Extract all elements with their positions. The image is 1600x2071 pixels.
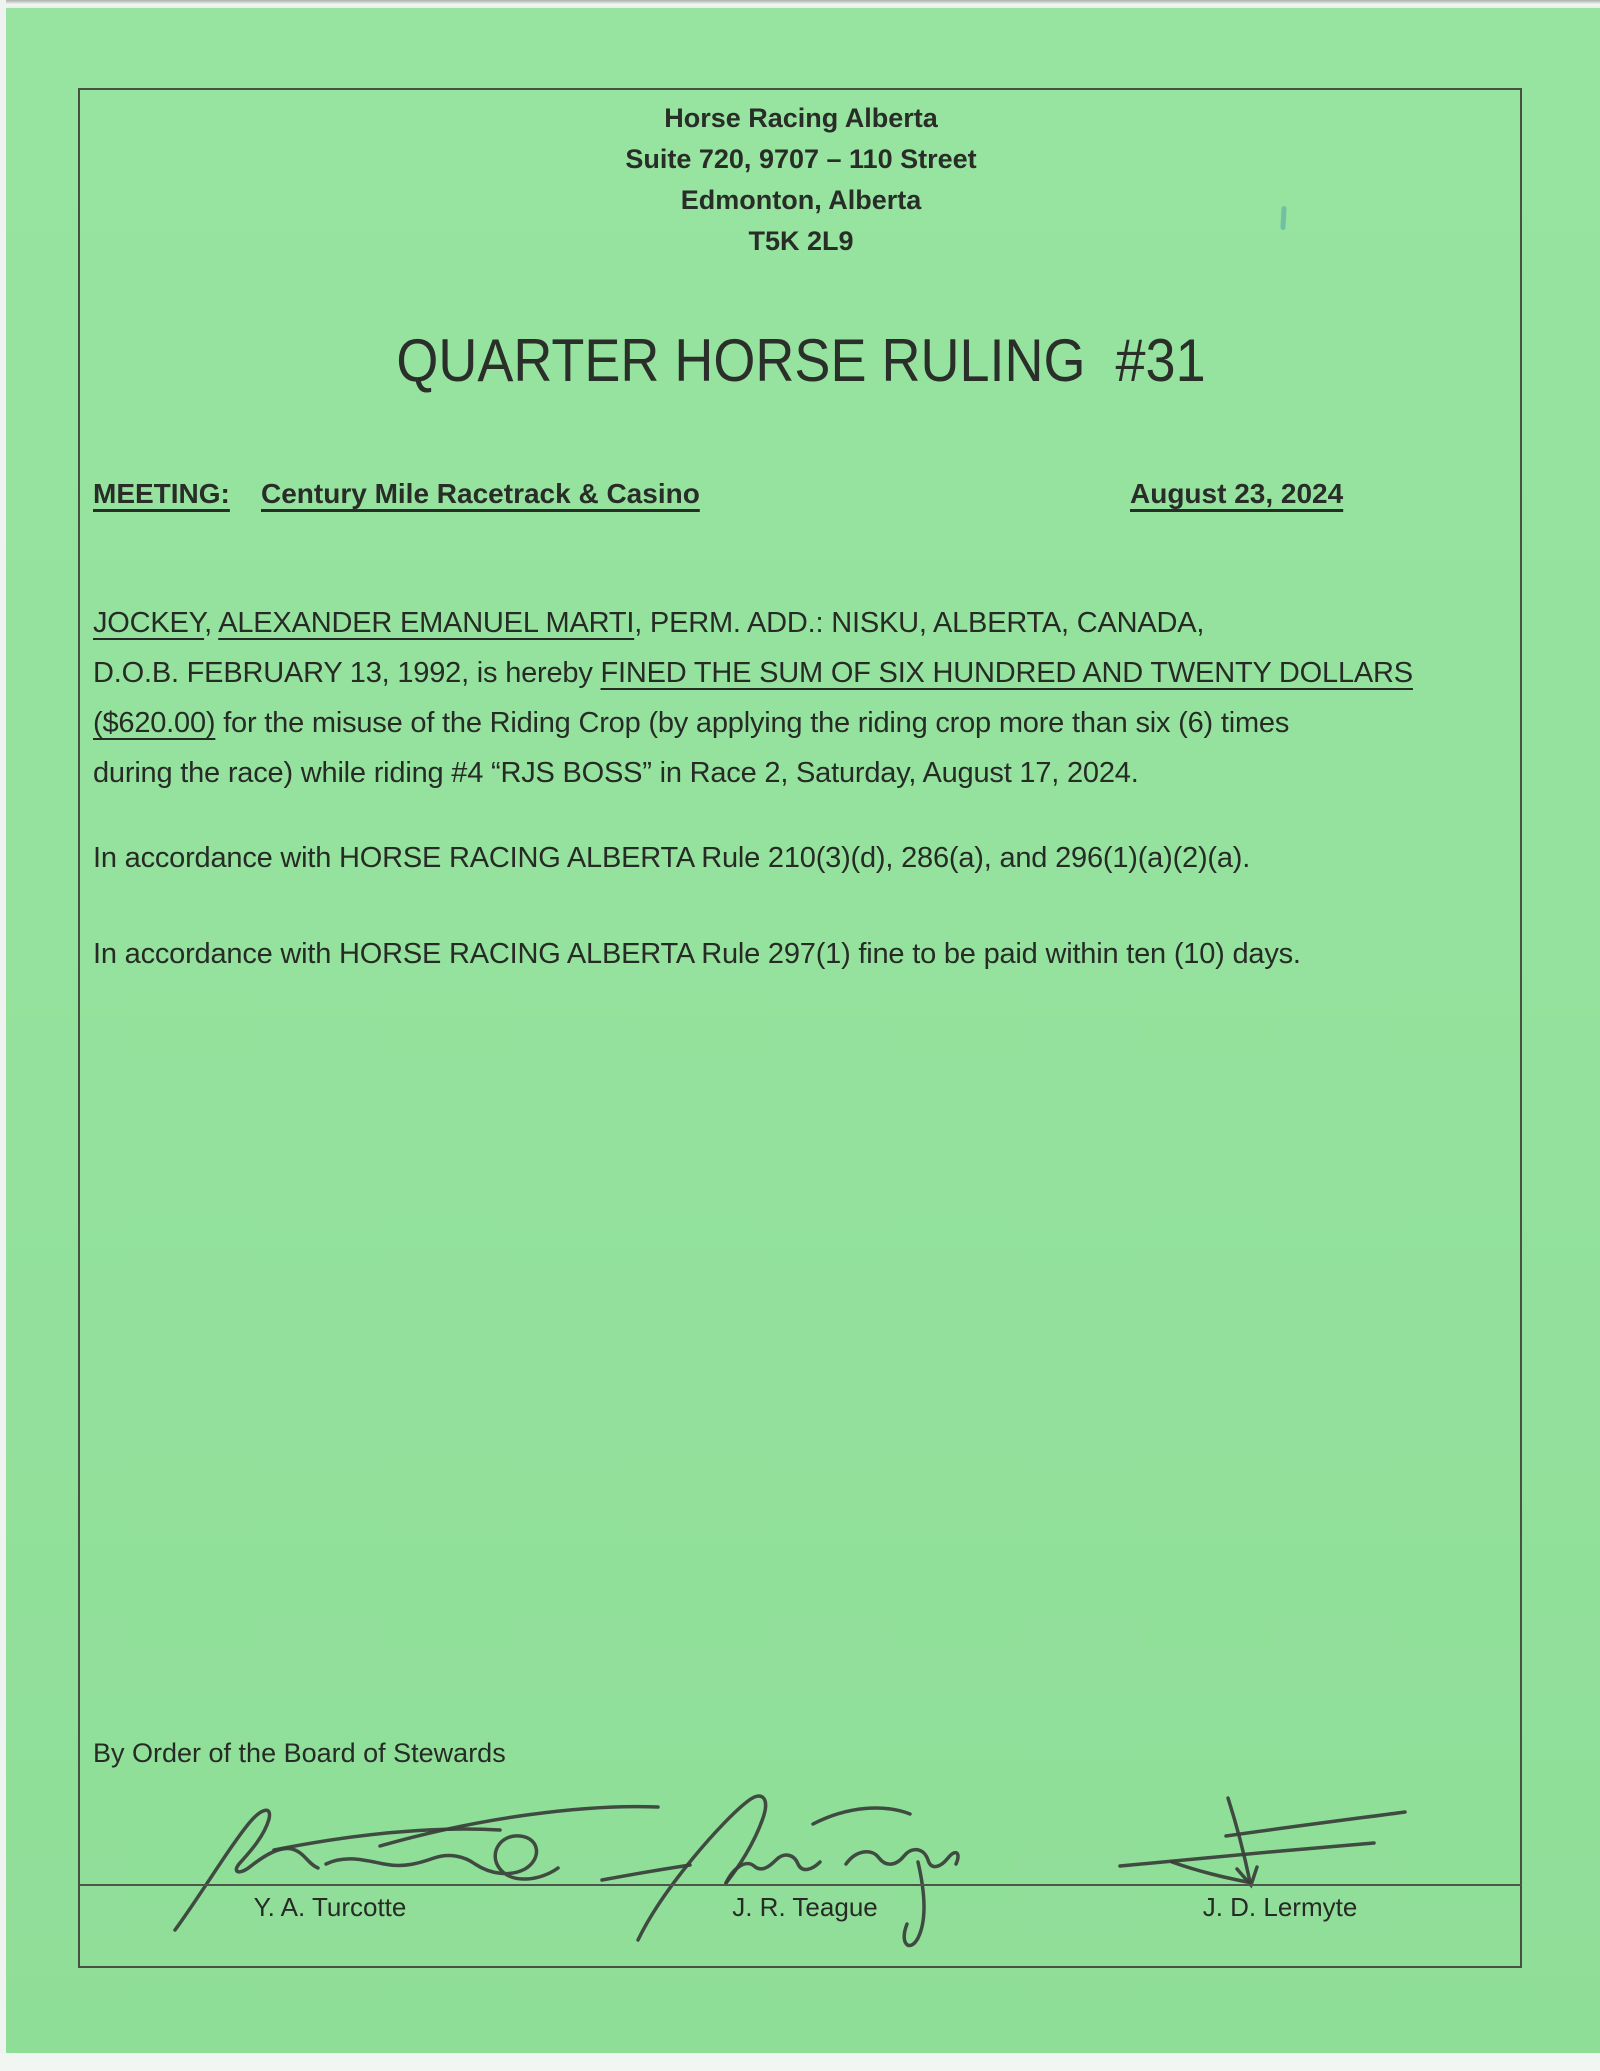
ruling-paragraph-fine bbox=[93, 598, 1533, 798]
scan-edge-left bbox=[0, 0, 6, 2071]
signatory-name: J. R. Teague bbox=[732, 1892, 878, 1922]
perm-address: , PERM. ADD.: NISKU, ALBERTA, CANADA, bbox=[634, 607, 1205, 639]
meeting-label: MEETING: bbox=[93, 478, 230, 509]
fine-amount-figure: ($620.00) bbox=[93, 707, 216, 739]
ruling-paragraph-payment: In accordance with HORSE RACING ALBERTA Rule 297(1) fine to be paid within ten (10) days. bbox=[93, 938, 1301, 970]
race-details: during the race) while riding #4 “RJS BOSS” in Race 2, Saturday, August 17, 2024. bbox=[93, 757, 1139, 789]
jockey-name: ALEXANDER EMANUEL MARTI bbox=[218, 607, 635, 639]
signatures-graphic bbox=[78, 1768, 1524, 1958]
lermyte-signature bbox=[1120, 1798, 1405, 1885]
violation-text: for the misuse of the Riding Crop (by applying the riding crop more than six (6) times bbox=[215, 707, 1290, 739]
meeting-row bbox=[93, 478, 1523, 520]
page-title: QUARTER HORSE RULING #31 bbox=[396, 327, 1206, 394]
scan-edge-bottom bbox=[0, 2053, 1600, 2071]
teague-signature bbox=[602, 1796, 958, 1945]
jockey-label: JOCKEY bbox=[93, 607, 205, 639]
fine-amount-words: FINED THE SUM OF SIX HUNDRED AND TWENTY DOLLARS bbox=[600, 657, 1413, 689]
dob-text: D.O.B. FEBRUARY 13, 1992, is hereby bbox=[93, 657, 601, 689]
letterhead bbox=[78, 98, 1524, 262]
meeting-date: August 23, 2024 bbox=[1130, 478, 1344, 509]
org-postal-code: T5K 2L9 bbox=[748, 226, 854, 256]
scan-edge-top bbox=[0, 0, 1600, 8]
signature-line bbox=[80, 1884, 1522, 1886]
by-order-text: By Order of the Board of Stewards bbox=[93, 1738, 506, 1768]
org-name: Horse Racing Alberta bbox=[664, 103, 938, 133]
signatory-name: Y. A. Turcotte bbox=[253, 1892, 407, 1922]
meeting-venue: Century Mile Racetrack & Casino bbox=[261, 478, 700, 509]
separator: , bbox=[204, 607, 219, 639]
signatory-name: J. D. Lermyte bbox=[1202, 1892, 1358, 1922]
org-address: Suite 720, 9707 – 110 Street bbox=[625, 144, 977, 174]
org-city: Edmonton, Alberta bbox=[680, 185, 922, 215]
ruling-paragraph-rules: In accordance with HORSE RACING ALBERTA Rule 210(3)(d), 286(a), and 296(1)(a)(2)(a). bbox=[93, 842, 1251, 874]
